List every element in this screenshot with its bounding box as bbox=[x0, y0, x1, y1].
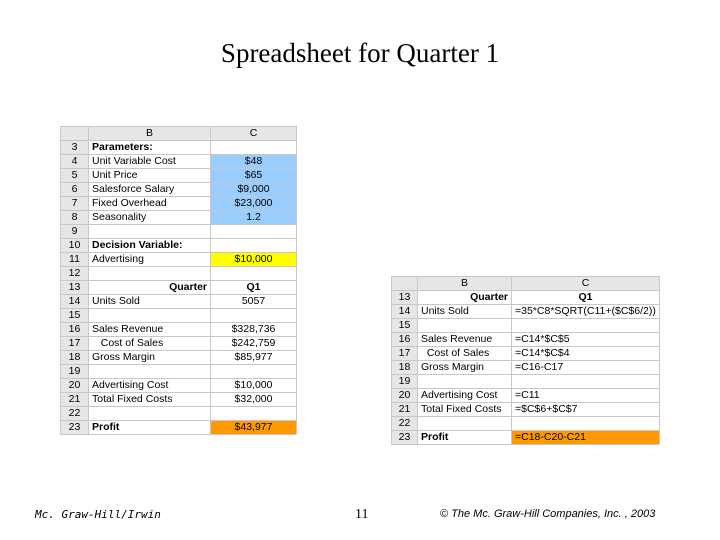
label-cell[interactable] bbox=[89, 309, 211, 323]
value-cell[interactable]: Q1 bbox=[211, 281, 297, 295]
label-cell[interactable]: Quarter bbox=[89, 281, 211, 295]
footer-copyright: © The Mc. Graw-Hill Companies, Inc. , 2003 bbox=[440, 508, 656, 520]
label-cell[interactable] bbox=[89, 225, 211, 239]
column-header[interactable]: B bbox=[418, 277, 512, 291]
label-cell[interactable] bbox=[418, 319, 512, 333]
row-number[interactable]: 21 bbox=[61, 393, 89, 407]
column-header[interactable] bbox=[392, 277, 418, 291]
label-cell[interactable]: Total Fixed Costs bbox=[89, 393, 211, 407]
row-number[interactable]: 15 bbox=[61, 309, 89, 323]
row-number[interactable]: 23 bbox=[392, 431, 418, 445]
row-number[interactable]: 19 bbox=[61, 365, 89, 379]
value-cell[interactable]: $10,000 bbox=[211, 379, 297, 393]
value-cell[interactable]: Q1 bbox=[512, 291, 660, 305]
label-cell[interactable]: Profit bbox=[418, 431, 512, 445]
value-cell[interactable] bbox=[211, 309, 297, 323]
table-row bbox=[61, 379, 297, 393]
spreadsheet-values bbox=[60, 126, 297, 435]
table-row bbox=[392, 431, 660, 445]
value-cell[interactable] bbox=[512, 417, 660, 431]
table-row bbox=[61, 351, 297, 365]
label-cell[interactable]: Sales Revenue bbox=[418, 333, 512, 347]
row-number[interactable]: 13 bbox=[392, 291, 418, 305]
slide-title: Spreadsheet for Quarter 1 bbox=[220, 38, 500, 68]
label-cell[interactable]: Parameters: bbox=[89, 141, 211, 155]
value-cell[interactable] bbox=[211, 239, 297, 253]
label-cell[interactable] bbox=[89, 267, 211, 281]
table-row bbox=[61, 155, 297, 169]
label-cell[interactable]: Advertising Cost bbox=[89, 379, 211, 393]
value-cell[interactable]: =C18-C20-C21 bbox=[512, 431, 660, 445]
value-cell[interactable]: =C14*$C$4 bbox=[512, 347, 660, 361]
table-row bbox=[61, 421, 297, 435]
row-number[interactable]: 20 bbox=[61, 379, 89, 393]
value-cell[interactable]: $242,759 bbox=[211, 337, 297, 351]
table-row bbox=[61, 169, 297, 183]
row-number[interactable]: 22 bbox=[61, 407, 89, 421]
spreadsheet-formulas bbox=[391, 276, 660, 445]
table-row bbox=[61, 141, 297, 155]
table-row bbox=[392, 361, 660, 375]
column-header-row bbox=[392, 277, 660, 291]
value-cell[interactable] bbox=[211, 141, 297, 155]
table-row bbox=[61, 239, 297, 253]
label-cell[interactable]: Decision Variable: bbox=[89, 239, 211, 253]
table-row bbox=[61, 337, 297, 351]
row-number[interactable]: 3 bbox=[61, 141, 89, 155]
row-number[interactable]: 16 bbox=[61, 323, 89, 337]
table-row bbox=[392, 347, 660, 361]
value-cell[interactable]: =35*C8*SQRT(C11+($C$6/2)) bbox=[512, 305, 660, 319]
table-row bbox=[392, 319, 660, 333]
row-number[interactable]: 19 bbox=[392, 375, 418, 389]
table-row bbox=[392, 389, 660, 403]
table-row bbox=[61, 197, 297, 211]
table-row bbox=[61, 407, 297, 421]
value-cell[interactable]: =C16-C17 bbox=[512, 361, 660, 375]
row-number[interactable]: 14 bbox=[392, 305, 418, 319]
row-number[interactable]: 11 bbox=[61, 253, 89, 267]
row-number[interactable]: 20 bbox=[392, 389, 418, 403]
label-cell[interactable]: Gross Margin bbox=[418, 361, 512, 375]
value-cell[interactable]: $9,000 bbox=[211, 183, 297, 197]
value-cell[interactable] bbox=[211, 365, 297, 379]
value-cell[interactable]: 5057 bbox=[211, 295, 297, 309]
column-header[interactable]: C bbox=[512, 277, 660, 291]
row-number[interactable]: 16 bbox=[392, 333, 418, 347]
value-cell[interactable] bbox=[211, 407, 297, 421]
table-row bbox=[61, 281, 297, 295]
column-header[interactable] bbox=[61, 127, 89, 141]
value-cell[interactable]: $32,000 bbox=[211, 393, 297, 407]
value-cell[interactable] bbox=[211, 267, 297, 281]
label-cell[interactable]: Total Fixed Costs bbox=[418, 403, 512, 417]
table-row bbox=[61, 309, 297, 323]
row-number[interactable]: 5 bbox=[61, 169, 89, 183]
table-row bbox=[392, 375, 660, 389]
table-row bbox=[61, 323, 297, 337]
row-number[interactable]: 7 bbox=[61, 197, 89, 211]
value-cell[interactable]: $65 bbox=[211, 169, 297, 183]
label-cell[interactable]: Advertising bbox=[89, 253, 211, 267]
label-cell[interactable]: Fixed Overhead bbox=[89, 197, 211, 211]
value-cell[interactable]: =C11 bbox=[512, 389, 660, 403]
row-number[interactable]: 22 bbox=[392, 417, 418, 431]
table-row bbox=[61, 365, 297, 379]
value-cell[interactable]: $10,000 bbox=[211, 253, 297, 267]
row-number[interactable]: 18 bbox=[392, 361, 418, 375]
table-row bbox=[392, 291, 660, 305]
label-cell[interactable]: Unit Variable Cost bbox=[89, 155, 211, 169]
label-cell[interactable]: Seasonality bbox=[89, 211, 211, 225]
row-number[interactable]: 17 bbox=[392, 347, 418, 361]
row-number[interactable]: 13 bbox=[61, 281, 89, 295]
row-number[interactable]: 6 bbox=[61, 183, 89, 197]
label-cell[interactable]: Profit bbox=[89, 421, 211, 435]
page-number: 11 bbox=[355, 507, 369, 522]
value-cell[interactable]: 1.2 bbox=[211, 211, 297, 225]
label-cell[interactable] bbox=[418, 375, 512, 389]
row-number[interactable]: 9 bbox=[61, 225, 89, 239]
table-row bbox=[392, 417, 660, 431]
row-number[interactable]: 14 bbox=[61, 295, 89, 309]
value-cell[interactable]: $328,736 bbox=[211, 323, 297, 337]
value-cell[interactable] bbox=[211, 225, 297, 239]
label-cell[interactable]: Gross Margin bbox=[89, 351, 211, 365]
row-number[interactable]: 18 bbox=[61, 351, 89, 365]
table-row bbox=[392, 333, 660, 347]
column-header[interactable]: C bbox=[211, 127, 297, 141]
row-number[interactable]: 4 bbox=[61, 155, 89, 169]
row-number[interactable]: 10 bbox=[61, 239, 89, 253]
label-cell[interactable]: Units Sold bbox=[418, 305, 512, 319]
value-cell[interactable]: =$C$6+$C$7 bbox=[512, 403, 660, 417]
value-cell[interactable] bbox=[512, 319, 660, 333]
value-cell[interactable] bbox=[512, 375, 660, 389]
value-cell[interactable]: $85,977 bbox=[211, 351, 297, 365]
label-cell[interactable]: Cost of Sales bbox=[418, 347, 512, 361]
table-row bbox=[61, 253, 297, 267]
table-row bbox=[61, 267, 297, 281]
row-number[interactable]: 17 bbox=[61, 337, 89, 351]
table-row bbox=[61, 225, 297, 239]
label-cell[interactable] bbox=[89, 365, 211, 379]
label-cell[interactable] bbox=[89, 407, 211, 421]
column-header[interactable]: B bbox=[89, 127, 211, 141]
row-number[interactable]: 15 bbox=[392, 319, 418, 333]
row-number[interactable]: 23 bbox=[61, 421, 89, 435]
table-row bbox=[61, 211, 297, 225]
label-cell[interactable]: Salesforce Salary bbox=[89, 183, 211, 197]
footer-publisher: Mc. Graw-Hill/Irwin bbox=[35, 508, 161, 521]
table-row bbox=[61, 393, 297, 407]
label-cell[interactable]: Units Sold bbox=[89, 295, 211, 309]
label-cell[interactable]: Sales Revenue bbox=[89, 323, 211, 337]
value-cell[interactable]: $48 bbox=[211, 155, 297, 169]
label-cell[interactable]: Unit Price bbox=[89, 169, 211, 183]
label-cell[interactable] bbox=[418, 417, 512, 431]
row-number[interactable]: 21 bbox=[392, 403, 418, 417]
label-cell[interactable]: Cost of Sales bbox=[89, 337, 211, 351]
value-cell[interactable]: $43,977 bbox=[211, 421, 297, 435]
row-number[interactable]: 8 bbox=[61, 211, 89, 225]
column-header-row bbox=[61, 127, 297, 141]
table-row bbox=[61, 183, 297, 197]
label-cell[interactable]: Advertising Cost bbox=[418, 389, 512, 403]
label-cell[interactable]: Quarter bbox=[418, 291, 512, 305]
table-row bbox=[392, 403, 660, 417]
row-number[interactable]: 12 bbox=[61, 267, 89, 281]
table-row bbox=[392, 305, 660, 319]
value-cell[interactable]: =C14*$C$5 bbox=[512, 333, 660, 347]
table-row bbox=[61, 295, 297, 309]
value-cell[interactable]: $23,000 bbox=[211, 197, 297, 211]
